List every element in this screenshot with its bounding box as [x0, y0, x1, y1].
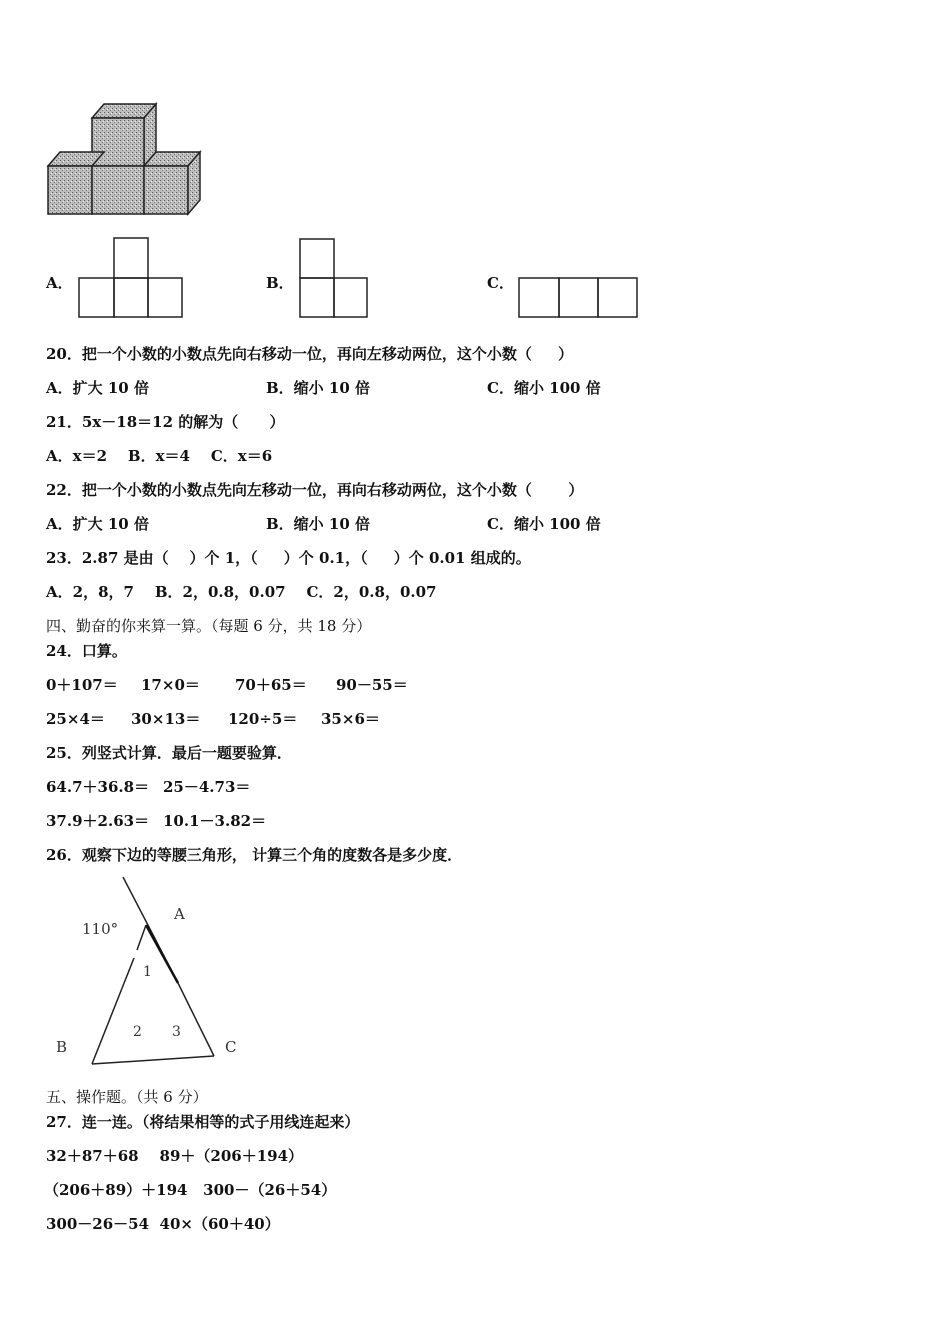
q25-row1-item2: 25－4.73＝ [163, 778, 251, 796]
angle-2-label: 2 [133, 1024, 142, 1040]
q20-stem: 20．把一个小数的小数点先向右移动一位，再向左移动两位，这个小数（ ） [46, 345, 573, 363]
vertex-a-label: A [174, 905, 185, 923]
q22-option-a: A．扩大 10 倍 [46, 515, 149, 533]
q20-option-c: C．缩小 100 倍 [487, 379, 601, 397]
q24-stem: 24．口算。 [46, 642, 127, 660]
q24-row1-item1: 0＋107＝ [46, 676, 118, 694]
q24-row1-item3: 70＋65＝ [235, 676, 307, 694]
q25-row2-item2: 10.1－3.82＝ [163, 812, 267, 830]
q20-option-a: A．扩大 10 倍 [46, 379, 149, 397]
q19-option-a-label: A． [46, 274, 73, 292]
q27-row-3: 300－26－54 40×（60＋40） [46, 1215, 280, 1233]
q24-row2-item4: 35×6＝ [321, 710, 380, 728]
q25-row2-item1: 37.9＋2.63＝ [46, 812, 150, 830]
angle-1-label: 1 [143, 964, 152, 980]
q24-row1-item4: 90－55＝ [336, 676, 408, 694]
q23-options: A．2，8，7 B．2，0.8，0.07 C．2，0.8，0.07 [46, 583, 437, 601]
vertex-c-label: C [225, 1038, 237, 1056]
q24-row2-item2: 30×13＝ [131, 710, 201, 728]
q22-stem: 22．把一个小数的小数点先向左移动一位，再向右移动两位，这个小数（ ） [46, 481, 584, 499]
angle-110-label: 110° [82, 920, 119, 938]
isosceles-triangle-figure [50, 872, 250, 1072]
q27-stem: 27．连一连。（将结果相等的式子用线连起来） [46, 1113, 360, 1131]
q24-row2-item3: 120÷5＝ [228, 710, 298, 728]
q24-row1-item2: 17×0＝ [141, 676, 200, 694]
q19-option-c-figure [518, 277, 640, 319]
angle-3-label: 3 [172, 1024, 181, 1040]
q21-options: A．x＝2 B．x＝4 C．x＝6 [46, 447, 273, 465]
section4-title: 四、勤奋的你来算一算。（每题 6 分，共 18 分） [46, 617, 372, 635]
q27-row-1: 32＋87＋68 89＋（206＋194） [46, 1147, 304, 1165]
q19-option-a-figure [78, 237, 184, 319]
q19-option-b-figure [299, 238, 369, 320]
cube-stack-figure [44, 100, 209, 220]
q23-stem: 23．2.87 是由（ ）个 1，（ ）个 0.1，（ ）个 0.01 组成的。 [46, 549, 531, 567]
q25-stem: 25．列竖式计算．最后一题要验算． [46, 744, 292, 762]
q25-row1-item1: 64.7＋36.8＝ [46, 778, 150, 796]
q21-stem: 21．5x－18＝12 的解为（ ） [46, 413, 285, 431]
q27-row-2: （206＋89）＋194 300－（26＋54） [44, 1181, 337, 1199]
q22-option-c: C．缩小 100 倍 [487, 515, 601, 533]
q24-row2-item1: 25×4＝ [46, 710, 105, 728]
q26-stem: 26．观察下边的等腰三角形， 计算三个角的度数各是多少度． [46, 846, 463, 864]
q22-option-b: B．缩小 10 倍 [266, 515, 370, 533]
q20-option-b: B．缩小 10 倍 [266, 379, 370, 397]
section5-title: 五、操作题。（共 6 分） [46, 1088, 208, 1106]
vertex-b-label: B [56, 1038, 68, 1056]
q19-option-b-label: B． [266, 274, 294, 292]
q19-option-c-label: C． [487, 274, 514, 292]
